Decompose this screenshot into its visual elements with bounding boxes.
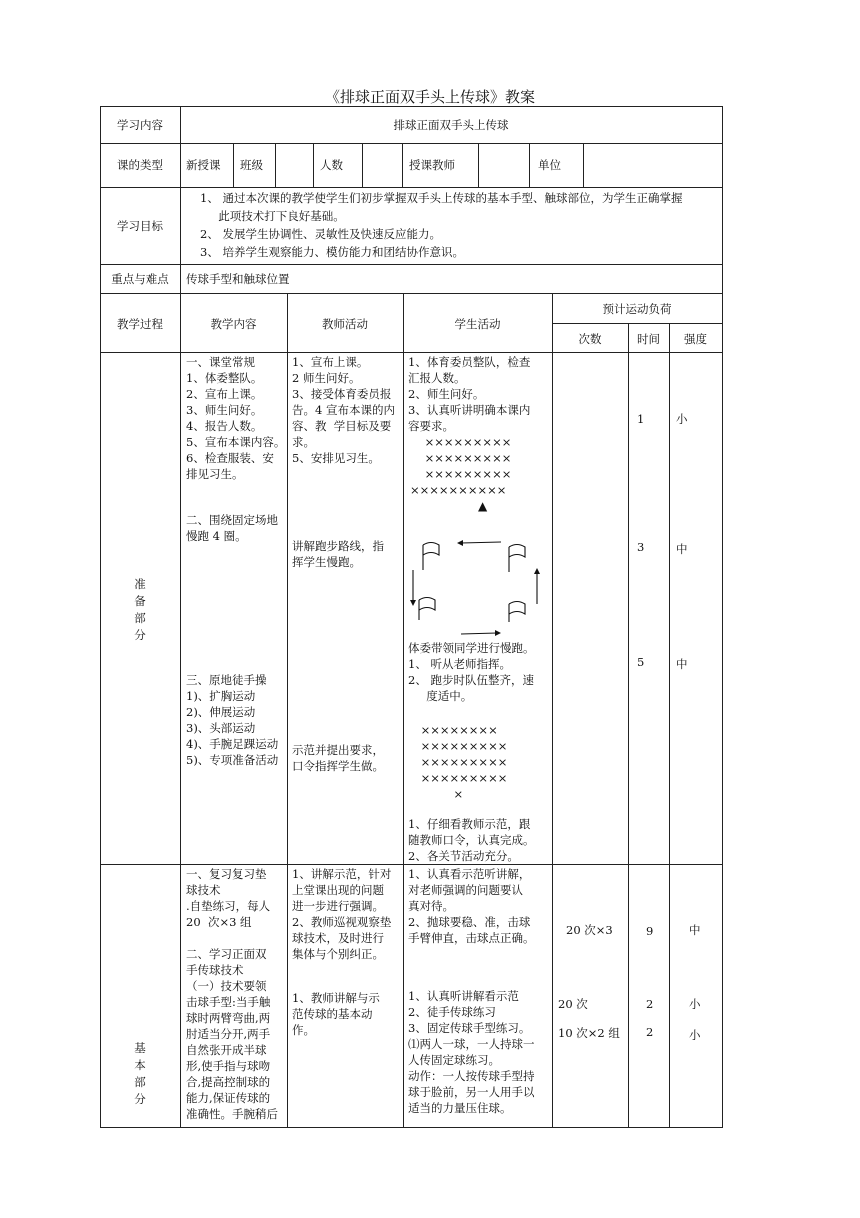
header-student: 学生活动 [454,317,501,331]
row-divider [100,187,723,188]
formation-grid-2: ×××××××× ××××××××× ××××××××× ××××××××× × [420,723,508,801]
unit-label: 单位 [538,158,561,172]
lesson-type-value: 新授课 [186,158,221,172]
basic-time-1: 9 [646,924,654,938]
header-content: 教学内容 [210,317,257,331]
flag-icon [419,598,435,621]
prep-content-1: 一、课堂常规 1、体委整队。 2、宣布上课。 3、师生问好。 4、报告人数。 5、宣布本课内容。 6、检查服装、安 排见习生。 [186,355,286,481]
teacher-position-icon: ▲ [478,499,488,513]
row-label-key-points: 重点与难点 [111,272,169,286]
col-divider [669,323,670,1128]
basic-time-2: 2 [646,997,654,1011]
flag-icon [509,602,525,623]
row-divider [552,323,723,324]
col-divider [628,323,629,1128]
key-points-value: 传球手型和触球位置 [186,272,290,286]
header-times: 次数 [578,332,602,346]
prep-intensity-3: 中 [676,657,688,671]
col-divider [552,293,553,1128]
basic-intensity-3: 小 [689,1028,701,1042]
col-divider [478,143,479,187]
prep-teacher-2: 讲解跑步路线，指 挥学生慢跑。 [292,539,384,569]
prep-student-2: 体委带领同学进行慢跑。 1、 听从老师指挥。 2、 跑步时队伍整齐，速 度适中。 [408,641,535,703]
lesson-topic: 排球正面双手头上传球 [393,118,509,132]
table-border-right [722,106,723,1128]
header-intensity: 强度 [684,332,707,346]
row-divider [100,264,723,265]
teacher-label: 授课教师 [409,158,455,172]
learning-goals: 1、 通过本次课的教学使学生们初步掌握双手头上传球的基本手型、触球部位，为学生正确掌握 此项技术打下良好基础。 2、 发展学生协调性、灵敏性及快速反应能力。 3、 培养学生观察能力、模仿能力和团结协作意识。 [200,191,683,259]
col-divider [403,293,404,1128]
row-divider [100,352,723,353]
row-label-goals: 学习目标 [117,219,163,233]
basic-count-3: 10 次×2 组 [558,1026,620,1040]
basic-intensity-2: 小 [689,997,701,1011]
col-divider [529,143,530,187]
basic-content: 一、复习复习垫 球技术 .自垫练习，每人 20 次×3 组 二、学习正面双 手传球技术 （一）技术要领 击球手型:当手触 球时两臂弯曲,两 肘适当分开,两手 自然张开成半球 形,使手指与球吻 合,提高控制球的 能力,保证传球的 准确性。手腕稍后 [186,867,278,1121]
basic-intensity-1: 中 [689,923,701,937]
row-label-content: 学习内容 [117,118,163,132]
basic-time-3: 2 [646,1025,654,1039]
basic-count-1: 20 次×3 [566,923,613,937]
prep-time-1: 1 [637,412,645,426]
table-border-top [100,106,723,107]
col-divider [583,143,584,187]
formation-grid-1: ××××××××× ××××××××× ××××××××× ×××××××××× [410,435,512,497]
col-divider [313,143,314,187]
section-basic-label: 基 本 部 分 [134,1041,146,1106]
prep-content-2: 二、围绕固定场地 慢跑 4 圈。 [186,513,278,543]
col-divider [233,143,234,187]
col-divider [275,143,276,187]
row-label-type: 课的类型 [117,158,163,172]
header-teacher: 教师活动 [322,317,368,331]
table-border-bottom [100,1127,723,1128]
class-label: 班级 [240,158,263,172]
prep-teacher-3: 示范并提出要求， 口令指挥学生做。 [292,743,384,773]
prep-student-1: 1、体育委员整队，检查 汇报人数。 2、师生问好。 3、认真听讲明确本课内 容要求。 [408,355,531,433]
running-route-diagram [405,530,550,645]
flag-icon [423,543,439,571]
count-label: 人数 [320,158,343,172]
basic-student-2: 1、认真听讲解看示范 2、徒手传球练习 3、固定传球手型练习。 ⑴两人一球，一人持球一 人传固定球练习。 动作：一人按传球手型持 球于脸前，另一人用手以 适当的力量压住球。 [408,989,535,1115]
col-divider [180,106,181,1128]
header-duration: 时间 [637,332,660,346]
prep-intensity-2: 中 [676,542,688,556]
row-divider [100,864,723,865]
prep-time-3: 5 [637,655,645,669]
basic-student-1: 1、认真看示范听讲解， 对老师强调的问题要认 真对待。 2、抛球要稳、准，击球 手臂伸直，击球点正确。 [408,867,535,945]
prep-teacher-1: 1、宣布上课。 2 师生问好。 3、接受体育委员报 告。4 宣布本课的内 容、教 学目标及要 求。 5、安排见习生。 [292,355,395,465]
basic-teacher-1: 1、讲解示范，针对 上堂课出现的问题 进一步进行强调。 2、教师巡视观察垫 球技术，及时进行 集体与个别纠正。 [292,867,392,961]
section-prep-label: 准 备 部 分 [134,577,146,642]
col-divider [287,293,288,1128]
col-divider [362,143,363,187]
flag-icon [509,545,525,573]
header-load: 预计运动负荷 [602,302,672,316]
prep-intensity-1: 小 [676,412,688,426]
header-process: 教学过程 [117,317,163,331]
col-divider [402,143,403,187]
basic-count-2: 20 次 [558,997,588,1011]
row-divider [100,143,723,144]
basic-teacher-2: 1、教师讲解与示 范传球的基本动 作。 [292,991,380,1037]
prep-student-3: 1、仔细看教师示范，跟 随教师口令，认真完成。 2、各关节活动充分。 [408,817,535,863]
prep-time-2: 3 [637,540,645,554]
row-divider [100,293,723,294]
prep-content-3: 三、原地徒手操 1)、扩胸运动 2)、伸展运动 3)、头部运动 4)、手腕足踝运动 5)、专项准备活动 [186,673,279,767]
page-title: 《排球正面双手头上传球》教案 [324,88,535,106]
